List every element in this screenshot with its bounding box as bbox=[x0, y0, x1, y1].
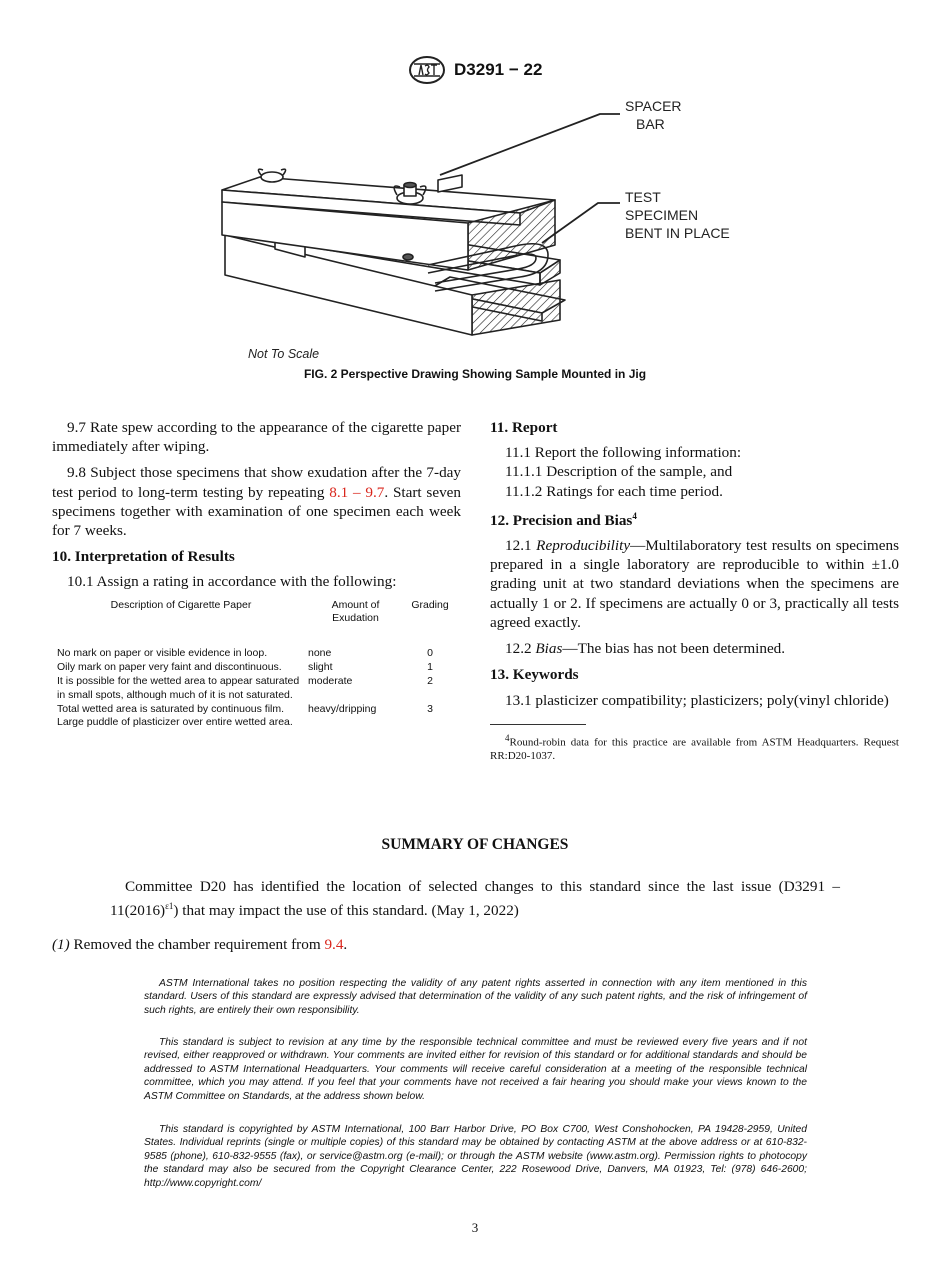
not-to-scale-note: Not To Scale bbox=[248, 347, 320, 361]
link-8-1-9-7[interactable]: 8.1 – 9.7 bbox=[329, 483, 385, 501]
copyright-notice: This standard is copyrighted by ASTM International, 100 Barr Harbor Drive, PO Box C700, West Conshohocken, PA 19428-2959, United States. Individual reprints (single or multiple copies) of this standard may be obtained by contacting ASTM at the above address or at 610-832-9585 (phone), 610-832-9555 (fax), or service@astm.org (e-mail); or through the ASTM website (www.astm.org). Permission rights to photocopy the standard may also be secured from the Copyright Clearance Center, 222 Rosewood Drive, Danvers, MA 01923, Tel: (978) 646-2600; http://www.copyright.com/ bbox=[144, 1124, 807, 1189]
label-test-specimen-line2: SPECIMEN bbox=[625, 207, 699, 223]
paragraph-9-8-text: 9.8 Subject those specimens that show exudation after the 7-day test period to long-term testing by repeating bbox=[52, 464, 461, 501]
section-12-title: 12. Precision and Bias bbox=[490, 511, 633, 529]
table-row bbox=[52, 647, 457, 661]
table-cell: heavy/dripping bbox=[308, 702, 377, 715]
summary-title: SUMMARY OF CHANGES bbox=[381, 836, 569, 853]
table-row bbox=[52, 675, 457, 702]
paragraph-11-1-1: 11.1.1 Description of the sample, and bbox=[505, 463, 733, 481]
table-header: Amount of Exudation bbox=[331, 598, 380, 624]
paragraph-12-2 bbox=[490, 639, 899, 658]
astm-logo-icon bbox=[408, 55, 446, 85]
paragraph-number: 12.2 bbox=[505, 640, 536, 658]
rating-table bbox=[52, 599, 457, 731]
footnote-marker: 4 bbox=[505, 732, 510, 743]
patent-notice: ASTM International takes no position respecting the validity of any patent rights asserted in connection with any item mentioned in this standard. Users of this standard are expressly advised that determination of the validity of any such patent rights, and the risk of infringement of such rights, are entirely their own responsibility. bbox=[144, 978, 807, 1016]
footnote-text: Round-robin data for this practice are available from ASTM Headquarters. Request RR:D20-1037. bbox=[490, 736, 899, 763]
revision-notice: This standard is subject to revision at any time by the responsible technical committee and must be reviewed every five years and if not revised, either reapproved or withdrawn. Your comments are invited either for revision of this standard or for additional standards and should be addressed to ASTM International Headquarters. Your comments will receive careful consideration at a meeting of the responsible technical committee, which you may attend. If you feel that your comments have not received a fair hearing you should make your views known to the ASTM Committee on Standards, at the address shown below. bbox=[144, 1037, 807, 1102]
table-row bbox=[52, 661, 457, 675]
footnote-ref[interactable]: 4 bbox=[632, 510, 637, 521]
link-9-4[interactable]: 9.4 bbox=[324, 936, 344, 953]
change-text: Removed the chamber requirement from bbox=[69, 936, 325, 953]
summary-intro-text-end: ) that may impact the use of this standard. (May 1, 2022) bbox=[173, 901, 519, 919]
paragraph-number: 12.1 bbox=[505, 537, 537, 555]
section-10-heading: 10. Interpretation of Results bbox=[52, 548, 235, 566]
paragraph-text: —The bias has not been determined. bbox=[562, 640, 786, 658]
table-row bbox=[52, 703, 457, 730]
change-number: (1) bbox=[52, 936, 70, 953]
page-number: 3 bbox=[471, 1220, 479, 1235]
paragraph-11-1: 11.1 Report the following information: bbox=[505, 444, 742, 462]
change-text-end: . bbox=[343, 936, 348, 953]
label-test-specimen-line1: TEST bbox=[625, 189, 661, 205]
label-test-specimen-line3: BENT IN PLACE bbox=[625, 225, 730, 241]
paragraph-9-8 bbox=[52, 463, 461, 540]
figure-jig-drawing bbox=[200, 95, 760, 365]
table-cell: 1 bbox=[427, 661, 433, 674]
table-cell: none bbox=[308, 647, 332, 660]
table-cell: 0 bbox=[427, 647, 433, 660]
table-cell: Oily mark on paper very faint and discontinuous. bbox=[57, 661, 282, 674]
paragraph-9-8-text-end: . Start seven specimens together with examination of one specimen each week for 7 weeks. bbox=[52, 483, 461, 540]
paragraph-9-7: 9.7 Rate spew according to the appearance of the cigarette paper immediately after wiping. bbox=[52, 419, 461, 456]
table-header: Grading bbox=[411, 598, 449, 611]
table-cell: Total wetted area is saturated by continuous film. Large puddle of plasticizer over entire wetted area. bbox=[57, 702, 293, 729]
paragraph-13-1: 13.1 plasticizer compatibility; plasticizers; poly(vinyl chloride) bbox=[505, 691, 889, 709]
table-cell: No mark on paper or visible evidence in loop. bbox=[57, 647, 268, 660]
label-spacer-bar-line1: SPACER bbox=[625, 98, 682, 114]
designation: D3291 − 22 bbox=[454, 60, 543, 79]
table-cell: moderate bbox=[308, 675, 353, 688]
summary-intro bbox=[110, 877, 840, 920]
table-header-row bbox=[52, 599, 457, 647]
right-column bbox=[490, 418, 899, 763]
label-spacer-bar-line2: BAR bbox=[636, 116, 665, 132]
section-12-heading bbox=[490, 507, 899, 530]
epsilon-superscript: ε1 bbox=[165, 900, 174, 911]
table-cell: 3 bbox=[427, 702, 433, 715]
section-11-heading: 11. Report bbox=[490, 419, 558, 436]
left-column bbox=[52, 418, 461, 730]
paragraph-12-1 bbox=[490, 536, 899, 632]
change-item-1 bbox=[52, 936, 347, 954]
figure-caption: FIG. 2 Perspective Drawing Showing Sample Mounted in Jig bbox=[303, 367, 647, 381]
paragraph-text: —Multilaboratory test results on specimens prepared in a single laboratory are reproducible to within ±1.0 grading unit at two standard deviations when the specimens are actually 1 or 2. If specimens are actually 0 or 3, practically all tests agreed exactly. bbox=[490, 537, 899, 631]
term: Bias bbox=[535, 640, 563, 658]
paragraph-10-1: 10.1 Assign a rating in accordance with the following: bbox=[67, 573, 397, 591]
paragraph-11-1-2: 11.1.2 Ratings for each time period. bbox=[505, 482, 723, 500]
jig-drawing bbox=[200, 95, 760, 365]
page-header bbox=[0, 55, 950, 85]
summary-intro-text: Committee D20 has identified the location of selected changes to this standard since the last issue (D3291 – 11(2016) bbox=[110, 878, 840, 919]
footnote-divider bbox=[490, 724, 586, 725]
table-cell: It is possible for the wetted area to appear saturated in small spots, although much of it is not saturated. bbox=[57, 675, 300, 701]
table-header: Description of Cigarette Paper bbox=[110, 598, 252, 611]
section-13-heading: 13. Keywords bbox=[490, 666, 579, 684]
term: Reproducibility bbox=[536, 537, 631, 555]
footnote-4 bbox=[490, 731, 899, 764]
table-cell: 2 bbox=[427, 675, 433, 688]
table-cell: slight bbox=[308, 661, 333, 674]
